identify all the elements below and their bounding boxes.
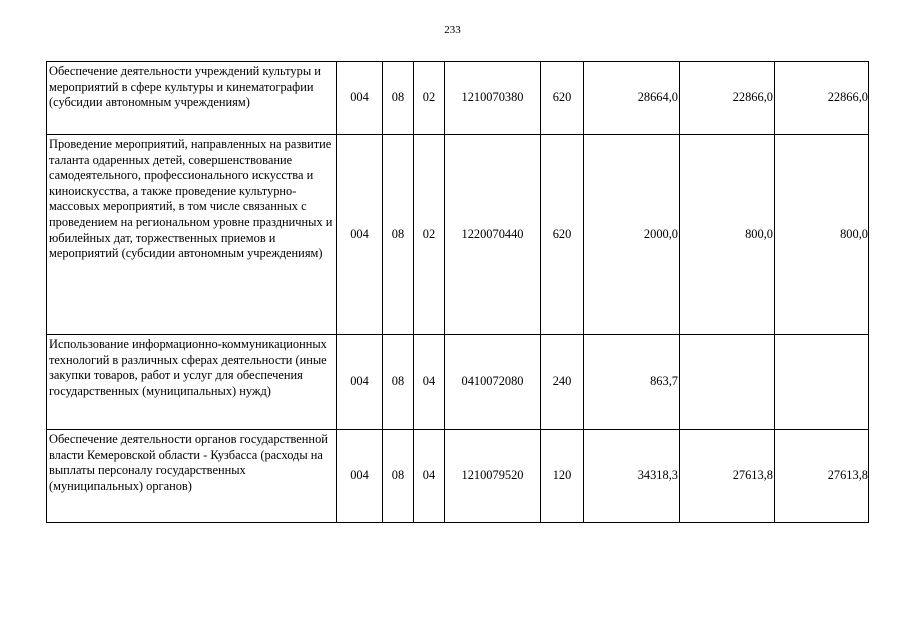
amount-year-2: 800,0: [680, 135, 775, 335]
row-description: Обеспечение деятельности органов государственной власти Кемеровской области - Кузбасса (расходы на выплаты персоналу государственных (муниципальных) органов): [47, 430, 337, 523]
ministry-code: 004: [337, 62, 383, 135]
amount-year-2: 27613,8: [680, 430, 775, 523]
table-row: [47, 335, 869, 430]
section-code: 08: [383, 62, 414, 135]
subsection-code: 04: [414, 335, 445, 430]
amount-year-3: [775, 335, 869, 430]
ministry-code: 004: [337, 430, 383, 523]
expense-type-code: 240: [541, 335, 584, 430]
amount-year-1: 2000,0: [584, 135, 680, 335]
expense-type-code: 620: [541, 135, 584, 335]
table-row: [47, 135, 869, 335]
amount-year-2: [680, 335, 775, 430]
section-code: 08: [383, 135, 414, 335]
amount-year-3: 22866,0: [775, 62, 869, 135]
amount-year-1: 28664,0: [584, 62, 680, 135]
target-article-code: 1220070440: [445, 135, 541, 335]
subsection-code: 04: [414, 430, 445, 523]
amount-year-1: 863,7: [584, 335, 680, 430]
expense-type-code: 120: [541, 430, 584, 523]
amount-year-3: 27613,8: [775, 430, 869, 523]
target-article-code: 0410072080: [445, 335, 541, 430]
ministry-code: 004: [337, 335, 383, 430]
expense-type-code: 620: [541, 62, 584, 135]
amount-year-3: 800,0: [775, 135, 869, 335]
page-number: 233: [444, 24, 461, 36]
amount-year-1: 34318,3: [584, 430, 680, 523]
target-article-code: 1210070380: [445, 62, 541, 135]
subsection-code: 02: [414, 62, 445, 135]
target-article-code: 1210079520: [445, 430, 541, 523]
row-description: Использование информационно-коммуникационных технологий в различных сферах деятельности (иные закупки товаров, работ и услуг для обеспечения государственных (муниципальных) нужд): [47, 335, 337, 430]
row-description: Обеспечение деятельности учреждений культуры и мероприятий в сфере культуры и кинематографии (субсидии автономным учреждениям): [47, 62, 337, 135]
row-description: Проведение мероприятий, направленных на развитие таланта одаренных детей, совершенствование самодеятельного, профессионального искусства и киноискусства, а также проведение культурно-массовых мероприятий, в том числе связанных с проведением на региональном уровне праздничных и юбилейных дат, торжественных приемов и мероприятий (субсидии автономным учреждениям): [47, 135, 337, 335]
table-row: [47, 62, 869, 135]
table-row: [47, 430, 869, 523]
ministry-code: 004: [337, 135, 383, 335]
section-code: 08: [383, 335, 414, 430]
subsection-code: 02: [414, 135, 445, 335]
amount-year-2: 22866,0: [680, 62, 775, 135]
budget-table: [46, 61, 869, 523]
section-code: 08: [383, 430, 414, 523]
